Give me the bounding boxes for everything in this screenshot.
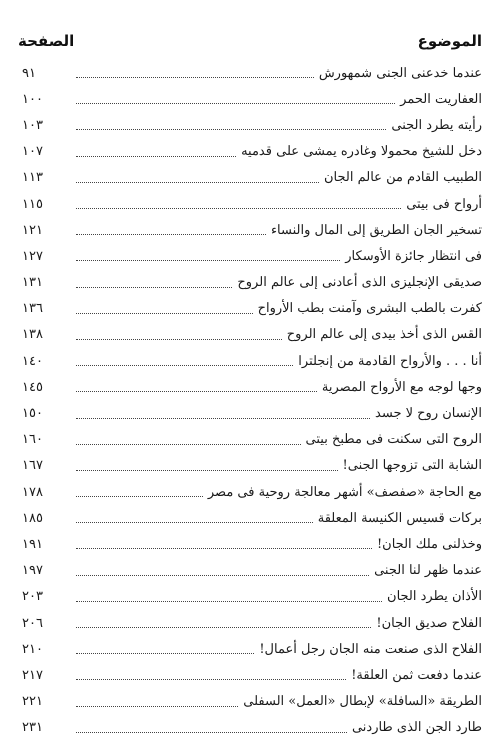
toc-entry-page-number: ١٢٧ — [22, 248, 43, 264]
dot-leader — [76, 286, 232, 288]
toc-entry-title: تسخير الجان الطريق إلى المال والنساء — [270, 222, 482, 238]
toc-entry — [18, 217, 482, 243]
page-column-heading: الصفحة — [18, 32, 75, 50]
toc-entry — [18, 558, 482, 584]
toc-entry-page-number: ١٣١ — [22, 275, 43, 291]
toc-entry — [18, 584, 482, 610]
dot-leader — [76, 626, 371, 628]
dot-leader — [76, 731, 347, 733]
toc-entry-page-number: ١١٥ — [22, 196, 43, 212]
toc-entry — [18, 400, 482, 426]
toc-entry-page-number: ١٩١ — [22, 536, 43, 552]
toc-entry-page-number: ١٤٥ — [22, 379, 43, 395]
toc-entry-title: بركات قسيس الكنيسة المعلقة — [317, 510, 482, 526]
toc-entry-title: العفاريت الحمر — [400, 91, 482, 107]
toc-entry-page-number: ١٠٧ — [22, 144, 43, 160]
topic-column-heading: الموضوع — [417, 32, 482, 50]
toc-entry-title: الروح التى سكنت فى مطبخ بيتى — [305, 432, 482, 448]
dot-leader — [76, 495, 203, 497]
dot-leader — [76, 547, 372, 549]
toc-entry-title: عندما دفعت ثمن العلقة! — [351, 667, 482, 683]
dot-leader — [76, 338, 282, 340]
toc-entry — [18, 112, 482, 138]
dot-leader — [76, 443, 301, 445]
toc-entry — [18, 689, 482, 715]
toc-entry-page-number: ٢٢١ — [22, 694, 43, 710]
toc-entry-title: عندما ظهر لنا الجنى — [374, 563, 482, 579]
toc-entry-page-number: ١٢١ — [22, 222, 43, 238]
toc-entry — [18, 427, 482, 453]
toc-entry — [18, 374, 482, 400]
dot-leader — [76, 181, 319, 183]
dot-leader — [76, 364, 293, 366]
toc-entry — [18, 479, 482, 505]
toc-entry-page-number: ٢٠٣ — [22, 589, 43, 605]
dot-leader — [76, 390, 317, 392]
toc-entry-page-number: ٢٣١ — [22, 720, 43, 736]
dot-leader — [76, 259, 340, 261]
toc-entry-page-number: ١٦٧ — [22, 458, 43, 474]
toc-header — [18, 30, 482, 52]
dot-leader — [76, 574, 369, 576]
toc-entry-title: أنا . . . والأرواح القادمة من إنجلترا — [298, 353, 482, 369]
toc-entry-title: الطريقة «السافلة» لإبطال «العمل» السفلى — [243, 694, 482, 710]
toc-entry — [18, 662, 482, 688]
toc-entry-title: الشابة التى تزوجها الجنى! — [342, 458, 482, 474]
dot-leader — [76, 678, 346, 680]
dot-leader — [76, 233, 266, 235]
toc-entry-title: الفلاح صديق الجان! — [376, 615, 482, 631]
toc-entry — [18, 636, 482, 662]
toc-entry-page-number: ٢١٠ — [22, 641, 43, 657]
dot-leader — [76, 207, 401, 209]
toc-entry-page-number: ١٨٥ — [22, 510, 43, 526]
toc-entry-title: كفرت بالطب البشرى وآمنت بطب الأرواح — [257, 301, 482, 317]
toc-entry-title: أرواح فى بيتى — [406, 196, 482, 212]
toc-entry-title: الفلاح الذى صنعت منه الجان رجل أعمال! — [259, 641, 482, 657]
dot-leader — [76, 521, 313, 523]
dot-leader — [76, 417, 370, 419]
toc-entry — [18, 348, 482, 374]
toc-entry — [18, 191, 482, 217]
toc-entry-page-number: ١٩٧ — [22, 563, 43, 579]
dot-leader — [76, 600, 382, 602]
toc-entry — [18, 243, 482, 269]
toc-entry-page-number: ١٦٠ — [22, 432, 43, 448]
toc-entry-title: فى انتظار جائزة الأوسكار — [345, 248, 482, 264]
toc-entry-page-number: ١١٣ — [22, 170, 43, 186]
toc-entry-title: وخذلنى ملك الجان! — [376, 536, 482, 552]
toc-entry — [18, 505, 482, 531]
toc-entry — [18, 270, 482, 296]
toc-entry-page-number: ٩١ — [22, 65, 36, 81]
dot-leader — [76, 102, 395, 104]
toc-entry-page-number: ١٤٠ — [22, 353, 43, 369]
toc-entry — [18, 715, 482, 741]
toc-entry — [18, 165, 482, 191]
toc-entry-page-number: ١٠٠ — [22, 91, 43, 107]
dot-leader — [76, 128, 386, 130]
toc-entry-page-number: ١٧٨ — [22, 484, 43, 500]
toc-entry-page-number: ٢١٧ — [22, 667, 43, 683]
toc-entry-title: الأذان يطرد الجان — [387, 589, 482, 605]
toc-entry — [18, 60, 482, 86]
toc-entry — [18, 322, 482, 348]
toc-entry — [18, 531, 482, 557]
dot-leader — [76, 469, 338, 471]
toc-entry — [18, 86, 482, 112]
toc-entry-title: مع الحاجة «صفصف» أشهر معالجة روحية فى مصر — [207, 484, 482, 500]
toc-entry-title: الطبيب القادم من عالم الجان — [324, 170, 482, 186]
toc-entry — [18, 296, 482, 322]
toc-entry-page-number: ٢٠٦ — [22, 615, 43, 631]
toc-entry-page-number: ١٥٠ — [22, 406, 43, 422]
toc-entry-page-number: ١٣٦ — [22, 301, 43, 317]
dot-leader — [76, 705, 238, 707]
toc-entry-page-number: ١٠٣ — [22, 117, 43, 133]
toc-entry-title: الإنسان روح لا جسد — [375, 406, 482, 422]
toc-entry-title: صديقى الإنجليزى الذى أعادنى إلى عالم الروح — [237, 275, 482, 291]
toc-entry-page-number: ١٣٨ — [22, 327, 43, 343]
toc-entry — [18, 139, 482, 165]
toc-entry — [18, 610, 482, 636]
dot-leader — [76, 312, 253, 314]
toc-list — [18, 60, 482, 741]
dot-leader — [76, 155, 236, 157]
toc-entry — [18, 453, 482, 479]
dot-leader — [76, 652, 254, 654]
dot-leader — [76, 76, 314, 78]
toc-entry-title: رأيته يطرد الجنى — [391, 117, 482, 133]
toc-entry-title: دخل للشيخ محمولا وغادره يمشى على قدميه — [241, 144, 482, 160]
toc-entry-title: طارد الجن الذى طاردنى — [351, 720, 482, 736]
toc-entry-title: عندما خدعنى الجنى شمهورش — [318, 65, 482, 81]
toc-entry-title: القس الذى أخذ بيدى إلى عالم الروح — [286, 327, 482, 343]
toc-entry-title: وجها لوجه مع الأرواح المصرية — [321, 379, 482, 395]
